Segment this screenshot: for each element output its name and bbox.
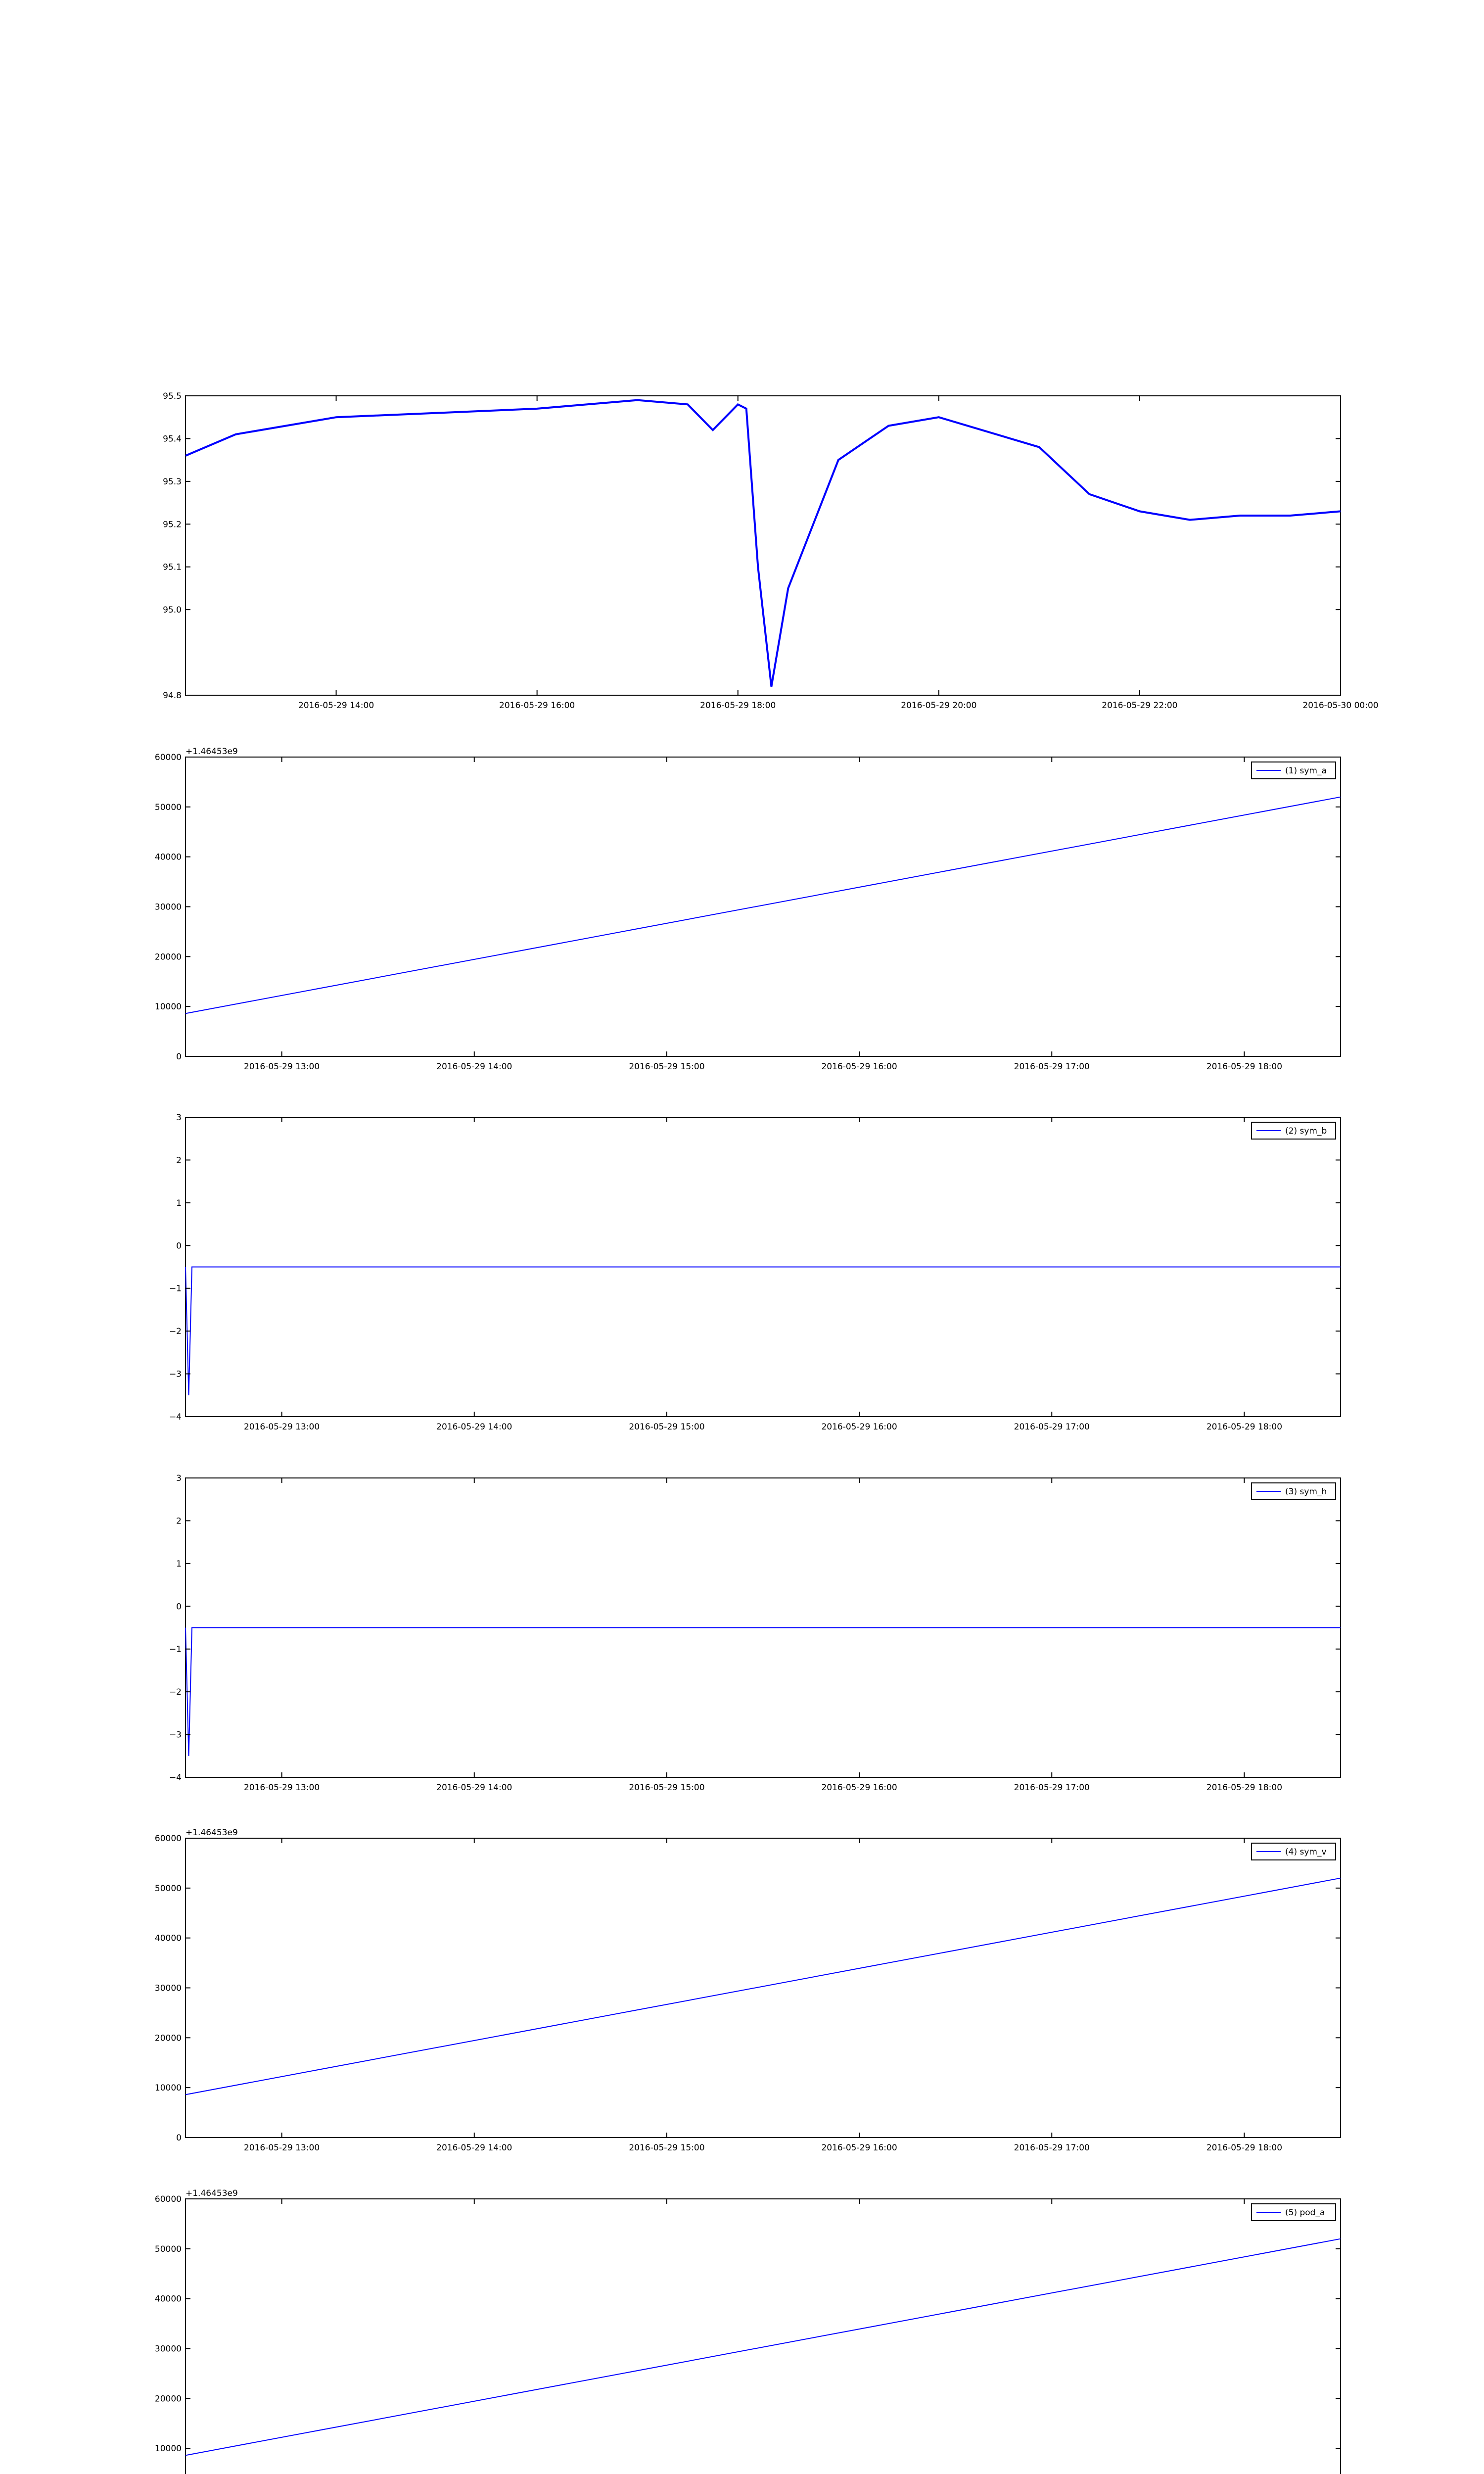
x-tick-label: 2016-05-29 18:00 [1206,1422,1283,1432]
y-tick-label: 1 [176,1198,182,1208]
legend [1252,1483,1336,1500]
x-tick-label: 2016-05-29 13:00 [243,1422,320,1432]
offset-label: +1.46453e9 [186,2189,238,2198]
y-tick-label: 30000 [154,1983,182,1994]
y-tick-label: 10000 [154,2444,182,2454]
y-tick-label: 95.2 [163,520,182,530]
subplot-2 [155,747,1341,1072]
x-tick-label: 2016-05-29 18:00 [700,701,776,711]
y-tick-label: −4 [169,1773,182,1783]
legend-label: (1) sym_a [1285,766,1327,776]
x-tick-label: 2016-05-29 18:00 [1206,2143,1283,2153]
y-tick-label: −1 [169,1284,182,1294]
legend-label: (5) pod_a [1285,2208,1325,2218]
y-tick-label: −3 [169,1730,182,1740]
x-tick-label: 2016-05-29 17:00 [1014,1422,1090,1432]
legend [1252,1122,1336,1139]
y-tick-label: 20000 [154,2394,182,2404]
offset-label: +1.46453e9 [186,1828,238,1838]
y-tick-label: 94.8 [163,691,182,701]
y-tick-label: 3 [176,1474,182,1483]
subplot-1 [163,391,1378,711]
x-tick-label: 2016-05-29 16:00 [821,1062,897,1072]
y-tick-label: 10000 [154,2083,182,2093]
subplot-3 [169,1113,1341,1432]
y-tick-label: 0 [176,1052,182,1062]
y-tick-label: 2 [176,1516,182,1526]
y-tick-label: 50000 [154,1883,182,1894]
y-tick-label: −2 [169,1687,182,1698]
y-tick-label: −1 [169,1644,182,1655]
y-tick-label: 2 [176,1155,182,1166]
x-tick-label: 2016-05-29 16:00 [499,701,575,711]
plot-area [186,2199,1341,2474]
x-tick-label: 2016-05-29 15:00 [629,1783,705,1793]
y-tick-label: 0 [176,2133,182,2143]
y-tick-label: 0 [176,1241,182,1251]
x-tick-label: 2016-05-30 00:00 [1302,701,1379,711]
x-tick-label: 2016-05-29 15:00 [629,1062,705,1072]
x-tick-label: 2016-05-29 16:00 [821,2143,897,2153]
y-tick-label: −2 [169,1327,182,1337]
y-tick-label: 50000 [154,802,182,812]
y-tick-label: 1 [176,1559,182,1569]
x-tick-label: 2016-05-29 17:00 [1014,1783,1090,1793]
y-tick-label: 20000 [154,2033,182,2044]
y-tick-label: 50000 [154,2244,182,2254]
y-tick-label: 30000 [154,2344,182,2354]
plot-area [186,396,1341,695]
x-tick-label: 2016-05-29 14:00 [436,1783,512,1793]
x-tick-label: 2016-05-29 16:00 [821,1422,897,1432]
legend-label: (2) sym_b [1285,1126,1327,1136]
x-tick-label: 2016-05-29 20:00 [901,701,977,711]
y-tick-label: 10000 [154,1002,182,1012]
y-tick-label: −3 [169,1369,182,1380]
y-tick-label: 30000 [154,902,182,912]
subplot-5 [155,1828,1341,2153]
y-tick-label: 95.0 [163,605,182,616]
x-tick-label: 2016-05-29 15:00 [629,2143,705,2153]
x-tick-label: 2016-05-29 16:00 [821,1783,897,1793]
legend-label: (4) sym_v [1285,1847,1327,1857]
legend-label: (3) sym_h [1285,1487,1327,1497]
x-tick-label: 2016-05-29 14:00 [436,1062,512,1072]
x-tick-label: 2016-05-29 22:00 [1102,701,1178,711]
subplot-6 [155,2189,1341,2474]
legend [1252,762,1336,779]
y-tick-label: 40000 [154,1933,182,1944]
y-tick-label: 20000 [154,952,182,962]
offset-label: +1.46453e9 [186,747,238,757]
legend [1252,1843,1336,1860]
y-tick-label: 60000 [154,753,182,762]
plot-area [186,757,1341,1056]
subplot-4 [169,1474,1341,1793]
x-tick-label: 2016-05-29 17:00 [1014,1062,1090,1072]
y-tick-label: 3 [176,1113,182,1123]
plot-area [186,1838,1341,2138]
x-tick-label: 2016-05-29 17:00 [1014,2143,1090,2153]
y-tick-label: 95.5 [163,391,182,401]
legend [1252,2204,1336,2221]
y-tick-label: 95.3 [163,476,182,487]
x-tick-label: 2016-05-29 14:00 [298,701,374,711]
x-tick-label: 2016-05-29 13:00 [243,1062,320,1072]
x-tick-label: 2016-05-29 15:00 [629,1422,705,1432]
x-tick-label: 2016-05-29 14:00 [436,2143,512,2153]
y-tick-label: 95.4 [163,434,182,444]
x-tick-label: 2016-05-29 18:00 [1206,1062,1283,1072]
y-tick-label: 40000 [154,852,182,862]
y-tick-label: 0 [176,1602,182,1612]
x-tick-label: 2016-05-29 13:00 [243,2143,320,2153]
y-tick-label: 40000 [154,2294,182,2304]
y-tick-label: 60000 [154,1834,182,1844]
x-tick-label: 2016-05-29 14:00 [436,1422,512,1432]
y-tick-label: 60000 [154,2194,182,2204]
y-tick-label: 95.1 [163,562,182,572]
x-tick-label: 2016-05-29 18:00 [1206,1783,1283,1793]
y-tick-label: −4 [169,1412,182,1422]
x-tick-label: 2016-05-29 13:00 [243,1783,320,1793]
